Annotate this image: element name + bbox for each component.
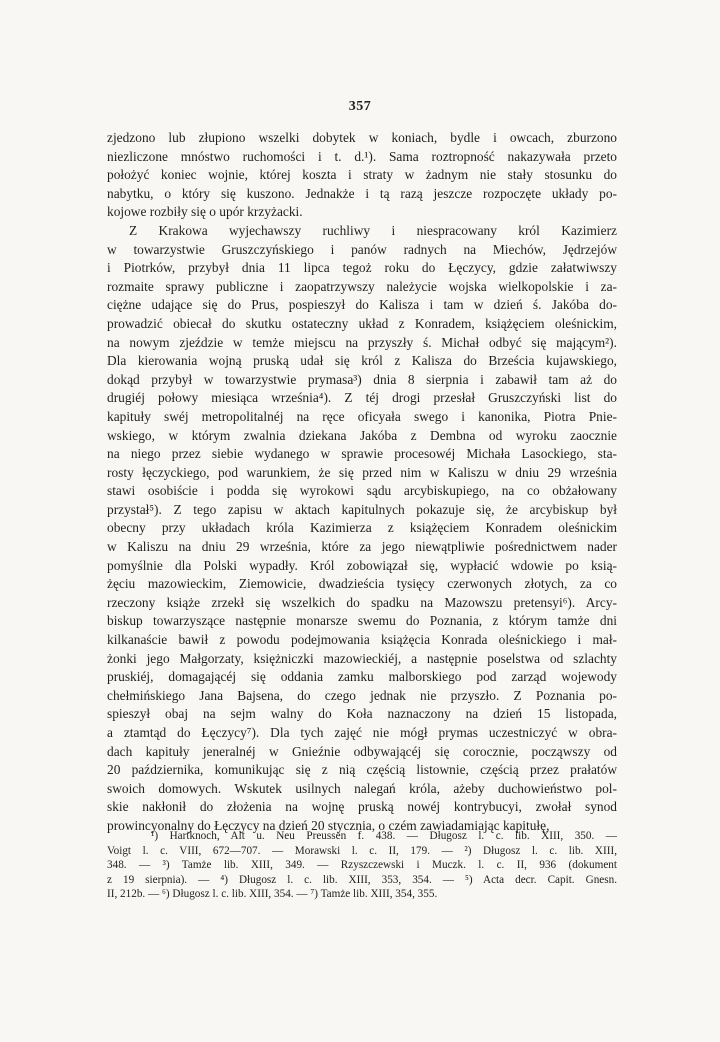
footnote-line: II, 212b. — ⁶) Długosz l. c. lib. XIII, 354. — ⁷) Tamże lib. XIII, 354, 355. bbox=[107, 888, 438, 901]
text-line: rozmaite sprawy publiczne i zaopatrzywszy należycie wojska wielkopolskie i za- bbox=[107, 278, 617, 294]
text-line: skie nakłonił do złożenia na wojnę pruską nowéj kontrybucyi, zwołał synod bbox=[107, 799, 617, 815]
footnote-line: ¹) Hartknoch, Alt u. Neu Preussen f. 438. — Długosz l. c. lib. XIII, 350. — bbox=[151, 830, 617, 842]
text-line: swoich domowych. Wskutek usilnych nalegań króla, ażeby duchowieństwo pol- bbox=[107, 780, 617, 796]
text-line: dokąd przybył w towarzystwie prymasa³) dnia 8 sierpnia i zabawił tam aż do bbox=[107, 371, 617, 387]
text-line: w towarzystwie Gruszczyńskiego i panów radnych na Miechów, Jędrzejów bbox=[107, 241, 617, 257]
text-line: biskup towarzyszące następnie monarsze swemu do Poznania, z którym tamże dni bbox=[107, 613, 617, 629]
text-line: na nowym zjeździe w temże miejscu na przyszły ś. Michał odbyć się mającym²). bbox=[107, 334, 617, 350]
text-line: ciężne udające się do Prus, pospieszył do Kalisza i tam w dzień ś. Jakóba do- bbox=[107, 297, 617, 313]
text-line: przystał⁵). Z tego zapisu w aktach kapitulnych pokazuje się, że arcybiskup był bbox=[107, 501, 617, 517]
text-line: chełmińskiego Jana Bajsena, do czego jednak nie przyszło. Z Poznania po- bbox=[107, 687, 617, 703]
text-line: prowadzić obiecał do skutku ostateczny układ z Konradem, książęciem oleśnickim, bbox=[107, 315, 617, 331]
text-line: spieszył obaj na sejm walny do Koła naznaczony na dzień 15 listopada, bbox=[107, 706, 617, 722]
text-line: pruskiéj, domagającéj się oddania zamku malborskiego pod zarząd wojewody bbox=[107, 669, 617, 685]
footnote-line: Voigt l. c. VIII, 672—707. — Morawski l. c. II, 179. — ²) Długosz l. c. lib. XIII, bbox=[107, 844, 617, 857]
footnote-line: 348. — ³) Tamże lib. XIII, 349. — Rzyszczewski i Muczk. l. c. II, 936 (dokument bbox=[107, 859, 617, 872]
text-line: wskiego, w którym zwalnia dziekana Jakóba z Dembna od wyroku zaocznie bbox=[107, 427, 617, 443]
text-line: kapituły swéj metropolitalnéj na ręce oficyała swego i kanonika, Piotra Pnie- bbox=[107, 408, 617, 424]
text-line: Z Krakowa wyjechawszy ruchliwy i niespracowany król Kazimierz bbox=[129, 222, 617, 238]
text-line: nabytku, o który się kuszono. Jednakże i tą razą jeszcze rozpoczęte układy po- bbox=[107, 185, 617, 201]
page-number: 357 bbox=[348, 99, 372, 114]
text-line: pomyślnie dla Polski wypadły. Król zobowiązał się, wypłacić wdowie po ksią- bbox=[107, 557, 617, 573]
text-line: dach kapituły jeneralnéj w Gnieźnie odbywającéj się corocznie, począwszy od bbox=[107, 743, 617, 759]
text-line: prowincyonalny do Łęczycy na dzień 20 stycznia, o czém zawiadamiając kapitułę, bbox=[107, 817, 550, 833]
text-line: żęciu mazowieckim, Ziemowicie, dwadzieścia tysięcy czerwonych złotych, za co bbox=[107, 576, 617, 592]
footnotes bbox=[107, 829, 617, 902]
text-line: żonki jego Małgorzaty, księżniczki mazowieckiéj, a następnie poselstwa od szlachty bbox=[107, 650, 617, 666]
text-line: położyć koniec wojnie, której koszta i straty w żadnym nie stały stosunku do bbox=[107, 167, 617, 183]
text-line: obecny przy układach króla Kazimierza z książęciem Konradem oleśnickim bbox=[107, 520, 617, 536]
text-line: a ztamtąd do Łęczycy⁷). Dla tych zajęć nie mógł prymas uczestniczyć w obra- bbox=[107, 725, 617, 740]
footnote-line: z 19 sierpnia). — ⁴) Długosz l. c. lib. XIII, 353, 354. — ⁵) Acta decr. Capit. Gnesn. bbox=[107, 873, 617, 886]
text-line: Dla kierowania wojną pruską udał się król z Kalisza do Brześcia kujawskiego, bbox=[107, 353, 617, 369]
body-text bbox=[107, 129, 617, 836]
text-line: rzeczony książe zrzekł się wszelkich do spadku na Mazowszu pretensyi⁶). Arcy- bbox=[107, 594, 617, 610]
text-line: niezliczone mnóstwo ruchomości i t. d.¹). Sama roztropność nakazywała przeto bbox=[107, 148, 617, 164]
text-line: rosty łęczyckiego, pod warunkiem, że się przed nim w Kaliszu w dniu 29 września bbox=[107, 464, 617, 480]
text-line: 20 października, komunikując się z nią częścią listownie, częścią przez prałatów bbox=[107, 762, 617, 778]
text-line: i Piotrków, przybył dnia 11 lipca tegoż roku do Łęczycy, gdzie załatwiwszy bbox=[107, 260, 617, 276]
text-line: na niego przez siebie wydanego w sprawie procesowéj Michała Lasockiego, sta- bbox=[107, 446, 617, 462]
text-line: drugiéj połowy miesiąca września⁴). Z téj drogi przesłał Gruszczyński list do bbox=[107, 390, 617, 406]
text-line: w Kaliszu na dniu 29 września, które za jego niewątpliwie pośrednictwem nader bbox=[107, 539, 617, 555]
text-line: kilkanaście bawił z powodu podejmowania książęcia Konrada oleśnickiego i mał- bbox=[107, 632, 617, 648]
text-line: zjedzono lub złupiono wszelki dobytek w koniach, bydle i owcach, zburzono bbox=[107, 130, 617, 145]
text-line: kojowe rozbiły się o upór krzyżacki. bbox=[107, 204, 303, 220]
text-line: stawi osobiście i podda się wyrokowi sądu arcybiskupiego, na co obżałowany bbox=[107, 483, 617, 499]
